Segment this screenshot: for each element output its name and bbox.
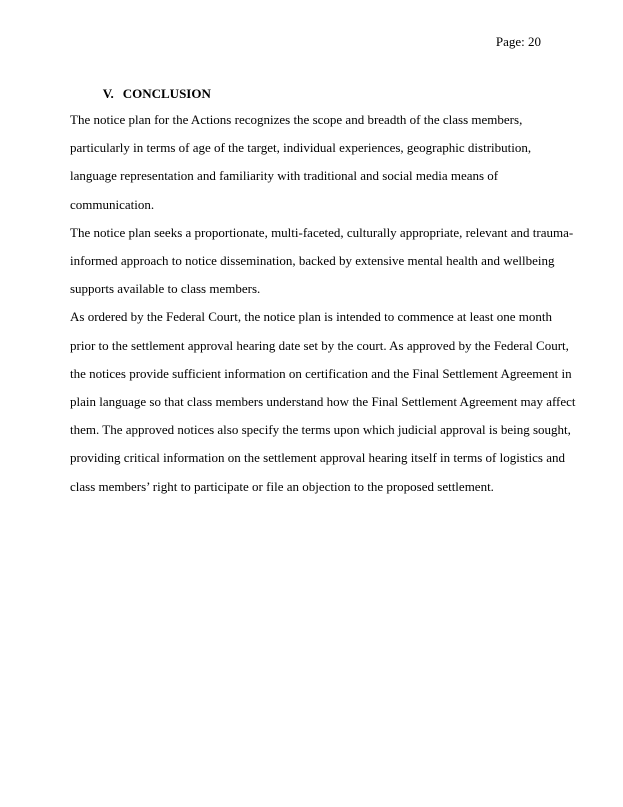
section-number: V. [102,86,114,101]
text-line: As ordered by the Federal Court, the notice plan is intended to commence at least one month [70,309,552,325]
text-line: providing critical information on the settlement approval hearing itself in terms of logistics and [70,450,565,466]
text-line: The notice plan seeks a proportionate, multi-faceted, culturally appropriate, relevant and trauma- [70,224,574,240]
text-line: communication. [70,196,155,212]
text-line: them. The approved notices also specify the terms upon which judicial approval is being sought, [70,422,571,438]
section-title: CONCLUSION [122,86,211,101]
text-line: informed approach to notice dissemination, backed by extensive mental health and wellbeing [70,253,555,269]
paragraph [70,303,576,500]
text-line: supports available to class members. [70,281,261,297]
text-line: prior to the settlement approval hearing date set by the court. As approved by the Federal Court, [70,337,569,353]
text-line: language representation and familiarity with traditional and social media means of [70,168,499,184]
text-line: particularly in terms of age of the target, individual experiences, geographic distribution, [70,140,532,156]
text-line: The notice plan for the Actions recognizes the scope and breadth of the class members, [70,112,523,127]
paragraph [70,106,570,219]
document-body [70,106,576,501]
text-line: plain language so that class members understand how the Final Settlement Agreement may affect [70,394,576,410]
page-number-label: Page: 20 [495,34,541,49]
paragraph [70,219,574,304]
text-line: the notices provide sufficient information on certification and the Final Settlement Agreement in [70,365,572,381]
text-line: class members’ right to participate or file an objection to the proposed settlement. [70,478,494,494]
